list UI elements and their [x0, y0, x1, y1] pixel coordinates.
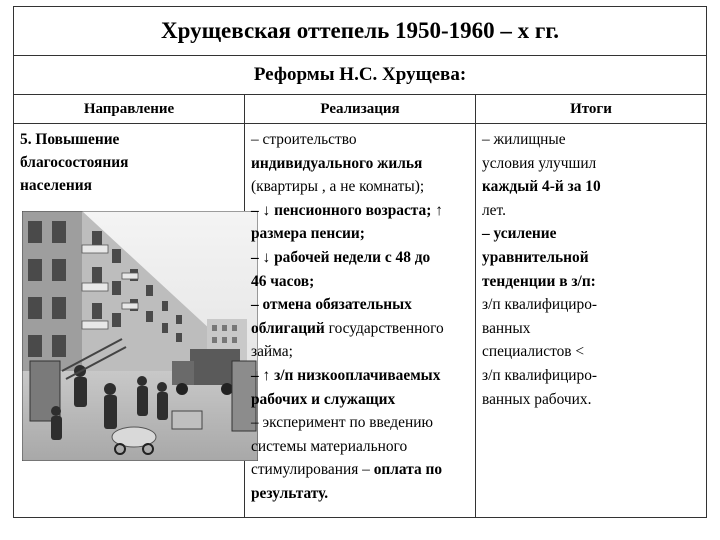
- result-line: специалистов <: [482, 343, 585, 361]
- impl-line-part: стимулирования –: [251, 461, 374, 479]
- impl-line: 46 часов;: [251, 272, 315, 290]
- implementation-cell: [245, 124, 476, 518]
- impl-line: – ↓ рабочей недели с 48 до: [251, 248, 431, 266]
- reforms-table: [13, 6, 707, 518]
- result-line: каждый 4-й за 10: [482, 178, 601, 196]
- result-line: ванных рабочих.: [482, 390, 592, 408]
- column-header-direction: Направление: [14, 95, 245, 124]
- impl-line-part: государственного: [324, 319, 444, 337]
- result-line: – жилищные: [482, 131, 566, 148]
- column-header-implementation: Реализация: [245, 95, 476, 124]
- impl-line: системы материального: [251, 437, 408, 455]
- impl-line: рабочих и служащих: [251, 390, 396, 408]
- result-line: лет.: [482, 201, 506, 219]
- housing-construction-photo: [22, 211, 258, 461]
- impl-line-part: облигаций: [251, 319, 325, 337]
- impl-line: результату.: [251, 484, 329, 502]
- result-line: з/п квалифициро-: [482, 296, 598, 314]
- impl-line: размера пенсии;: [251, 225, 365, 243]
- impl-line: – отмена обязательных: [251, 296, 412, 314]
- result-line: уравнительной: [482, 248, 589, 266]
- result-line: тенденции в з/п:: [482, 272, 596, 290]
- slide-title: Хрущевская оттепель 1950-1960 – х гг.: [14, 7, 707, 56]
- direction-cell: [14, 124, 245, 518]
- direction-line: 5. Повышение: [20, 131, 120, 148]
- impl-line: (квартиры , а не комнаты);: [251, 178, 425, 196]
- impl-line: [251, 458, 471, 482]
- result-line: ванных: [482, 319, 531, 337]
- impl-line: [251, 317, 471, 341]
- results-cell: [476, 124, 707, 518]
- impl-line: – ↓ пенсионного возраста; ↑: [251, 201, 443, 219]
- impl-line: займа;: [251, 343, 293, 361]
- direction-line: населения: [20, 177, 92, 194]
- direction-line: благосостояния: [20, 154, 129, 171]
- direction-text: [20, 128, 240, 197]
- result-line: условия улучшил: [482, 154, 597, 172]
- table-subtitle: Реформы Н.С. Хрущева:: [14, 56, 707, 95]
- result-line: – усиление: [482, 225, 557, 243]
- impl-line: – ↑ з/п низкооплачиваемых: [251, 366, 441, 384]
- impl-line: индивидуального жилья: [251, 154, 423, 172]
- result-line: з/п квалифициро-: [482, 366, 598, 384]
- column-header-results: Итоги: [476, 95, 707, 124]
- impl-line-part: оплата по: [373, 461, 443, 479]
- impl-line: – строительство: [251, 131, 357, 148]
- impl-line: – эксперимент по введению: [251, 414, 433, 432]
